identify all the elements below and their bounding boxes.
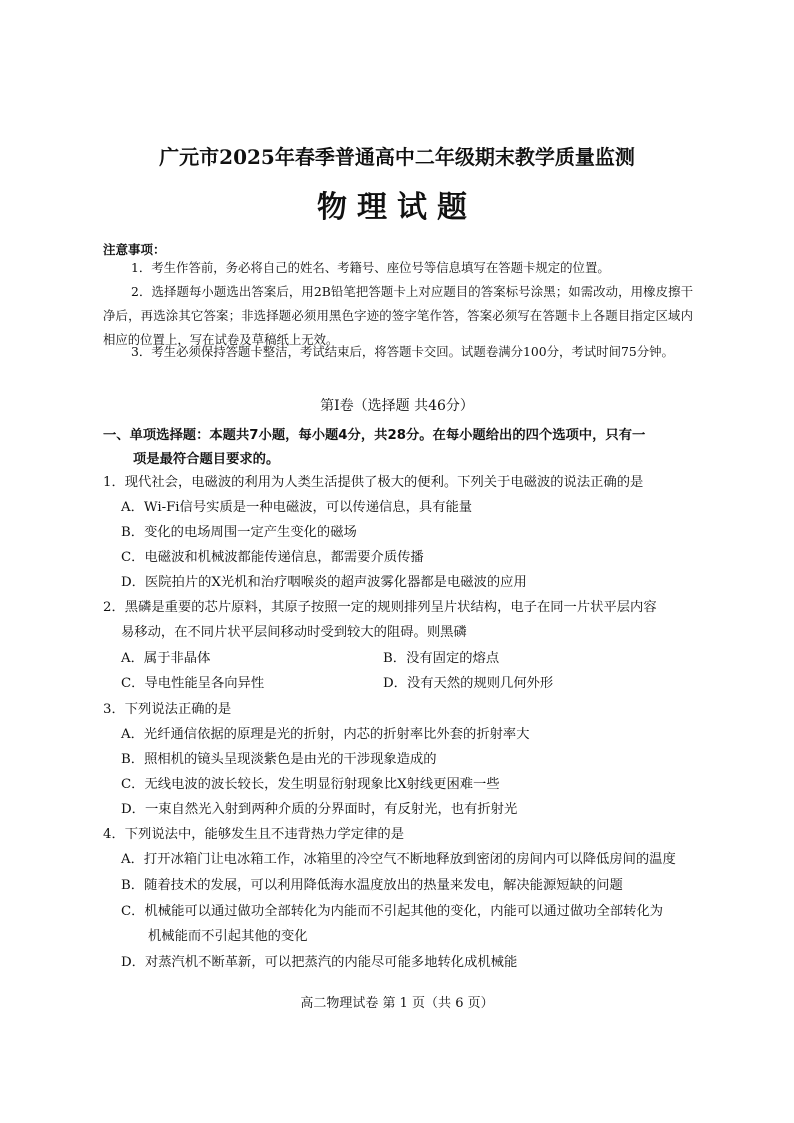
- question-4-option-b: B．随着技术的发展，可以利用降低海水温度放出的热量来发电，解决能源短缺的问题: [121, 878, 623, 893]
- question-2-option-d: D．没有天然的规则几何外形: [383, 676, 554, 691]
- question-1-option-c: C．电磁波和机械波都能传递信息，都需要介质传播: [121, 550, 424, 565]
- question-1-option-d: D．医院拍片的X光机和治疗咽喉炎的超声波雾化器都是电磁波的应用: [121, 575, 527, 590]
- subject-title: 物理试题: [317, 190, 477, 225]
- notice-item-3: 3．考生必须保持答题卡整洁，考试结束后，将答题卡交回。试题卷满分100分，考试时间75分钟。: [131, 344, 674, 359]
- notice-item-2: 2．选择题每小题选出答案后，用2B铅笔把答题卡上对应题目的答案标号涂黑；如需改动，用橡皮擦干净后，再选涂其它答案；非选择题必须用黑色字迹的签字笔作答，答案必须写在答题卡上各题目指定区域内相应的位置上，写在试卷及草稿纸上无效。: [103, 284, 693, 347]
- question-4-option-d: D．对蒸汽机不断革新，可以把蒸汽的内能尽可能多地转化成机械能: [121, 955, 518, 970]
- question-2-stem-line2: 易移动，在不同片状平层间移动时受到较大的阻碍。则黑磷: [121, 625, 467, 640]
- section-instruction-line2: 项是最符合题目要求的。: [133, 452, 280, 467]
- page-footer: 高二物理试卷 第 1 页（共 6 页）: [300, 996, 494, 1011]
- question-4-option-c-line1: C．机械能可以通过做功全部转化为内能而不引起其他的变化，内能可以通过做功全部转化为: [121, 904, 664, 919]
- question-1-stem: 1．现代社会，电磁波的利用为人类生活提供了极大的便利。下列关于电磁波的说法正确的是: [103, 475, 644, 490]
- question-2-option-c: C．导电性能呈各向异性: [121, 676, 265, 691]
- question-3-option-c: C．无线电波的波长较长，发生明显衍射现象比X射线更困难一些: [121, 777, 500, 792]
- part-title: 第Ⅰ卷（选择题 共46分）: [320, 398, 474, 414]
- notice-item-1: 1．考生作答前，务必将自己的姓名、考籍号、座位号等信息填写在答题卡规定的位置。: [131, 260, 610, 275]
- question-3-option-a: A．光纤通信依据的原理是光的折射，内芯的折射率比外套的折射率大: [121, 727, 530, 742]
- notice-heading: 注意事项：: [103, 242, 166, 257]
- question-1-option-b: B．变化的电场周围一定产生变化的磁场: [121, 525, 357, 540]
- section-instruction-line1: 一、单项选择题：本题共7小题，每小题4分，共28分。在每小题给出的四个选项中，只有一: [103, 428, 646, 443]
- question-3-stem: 3．下列说法正确的是: [103, 702, 232, 717]
- question-1-option-a: A．Wi-Fi信号实质是一种电磁波，可以传递信息，具有能量: [121, 500, 473, 515]
- question-2-stem-line1: 2．黑磷是重要的芯片原料，其原子按照一定的规则排列呈片状结构，电子在同一片状平层内容: [103, 600, 657, 615]
- question-2-option-b: B．没有固定的熔点: [383, 651, 500, 666]
- question-2-option-a: A．属于非晶体: [121, 651, 211, 666]
- exam-title: 广元市2025年春季普通高中二年级期末教学质量监测: [159, 145, 635, 169]
- question-3-option-d: D．一束自然光入射到两种介质的分界面时，有反射光，也有折射光: [121, 802, 518, 817]
- question-4-stem: 4．下列说法中，能够发生且不违背热力学定律的是: [103, 827, 404, 842]
- question-3-option-b: B．照相机的镜头呈现淡紫色是由光的干涉现象造成的: [121, 752, 437, 767]
- question-4-option-a: A．打开冰箱门让电冰箱工作，冰箱里的冷空气不断地释放到密闭的房间内可以降低房间的温度: [121, 852, 676, 867]
- question-4-option-c-line2: 机械能而不引起其他的变化: [148, 929, 308, 944]
